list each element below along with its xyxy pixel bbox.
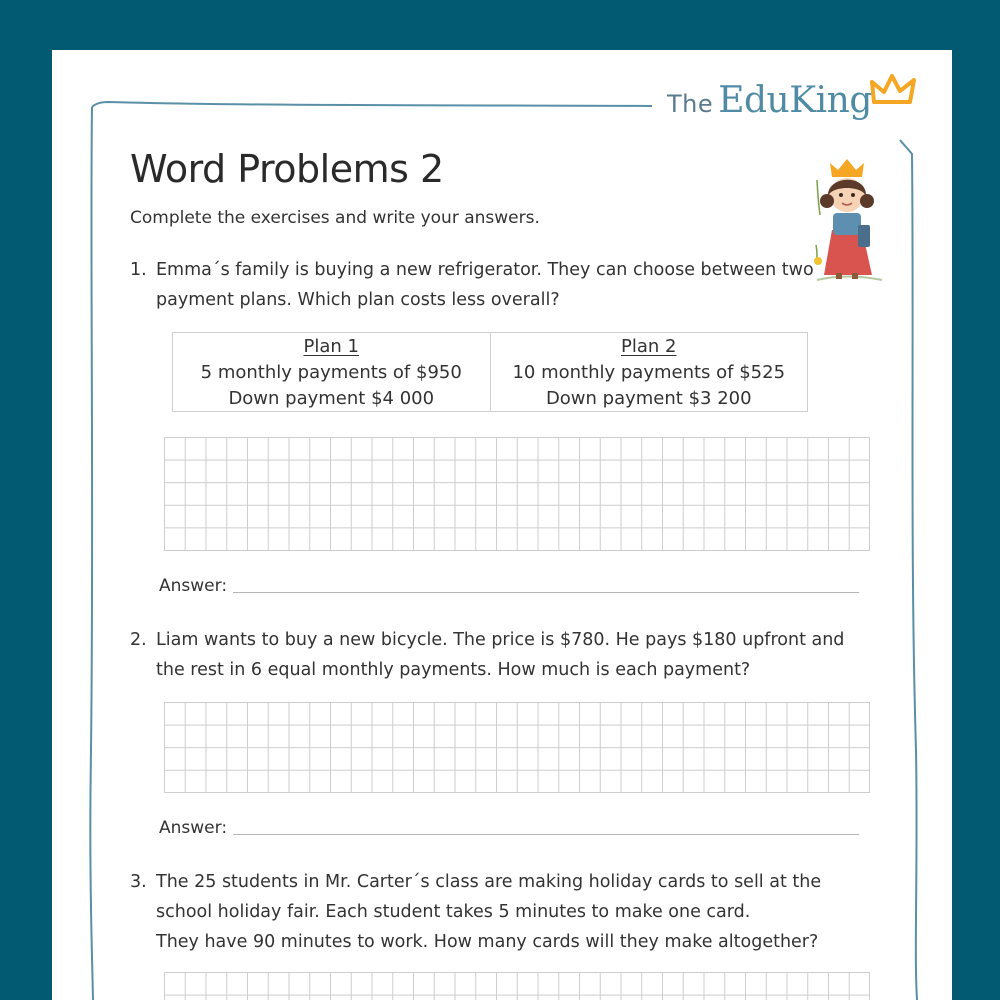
question-text (156, 625, 846, 685)
plan-down-payment: Down payment $4 000 (228, 388, 435, 409)
answer-row-2 (159, 818, 859, 838)
plan-payments: 10 monthly payments of $525 (512, 362, 786, 383)
payment-plans-table (172, 332, 808, 412)
answer-label: Answer: (159, 576, 228, 596)
question-line: The 25 students in Mr. Carter´s class are making holiday cards to sell at the (156, 872, 822, 892)
worksheet-page (52, 50, 952, 1000)
plan-2 (490, 333, 808, 411)
question-line: They have 90 minutes to work. How many cards will they make altogether? (156, 932, 819, 952)
answer-label: Answer: (159, 818, 228, 838)
plan-1 (173, 333, 490, 411)
work-grid-2[interactable] (164, 702, 870, 793)
question-line: payment plans. Which plan costs less overall? (156, 290, 560, 310)
work-grid-1[interactable] (164, 437, 870, 551)
answer-row-1 (159, 576, 859, 596)
question-number: 3. (130, 872, 147, 892)
work-grid-3[interactable] (164, 972, 870, 1000)
question-line: school holiday fair. Each student takes 5 minutes to make one card. (156, 902, 751, 922)
question-line: the rest in 6 equal monthly payments. How much is each payment? (156, 660, 751, 680)
question-text (156, 867, 846, 957)
question-number: 2. (130, 630, 147, 650)
question-line: Emma´s family is buying a new refrigerator. They can choose between two (156, 260, 814, 280)
crown-icon (870, 74, 920, 106)
logo-name: EduKing (718, 80, 872, 121)
eduking-logo (667, 80, 872, 121)
plan-down-payment: Down payment $3 200 (545, 388, 752, 409)
instructions: Complete the exercises and write your answers. (130, 208, 540, 228)
answer-line[interactable] (233, 579, 859, 593)
question-number: 1. (130, 260, 147, 280)
plan-title: Plan 2 (621, 336, 677, 357)
question-line: Liam wants to buy a new bicycle. The price is $780. He pays $180 upfront and (156, 630, 845, 650)
answer-line[interactable] (233, 821, 859, 835)
question-text (156, 255, 846, 315)
plan-payments: 5 monthly payments of $950 (200, 362, 462, 383)
logo-prefix: The (667, 90, 714, 118)
page-title: Word Problems 2 (130, 147, 444, 191)
plan-title: Plan 1 (303, 336, 359, 357)
